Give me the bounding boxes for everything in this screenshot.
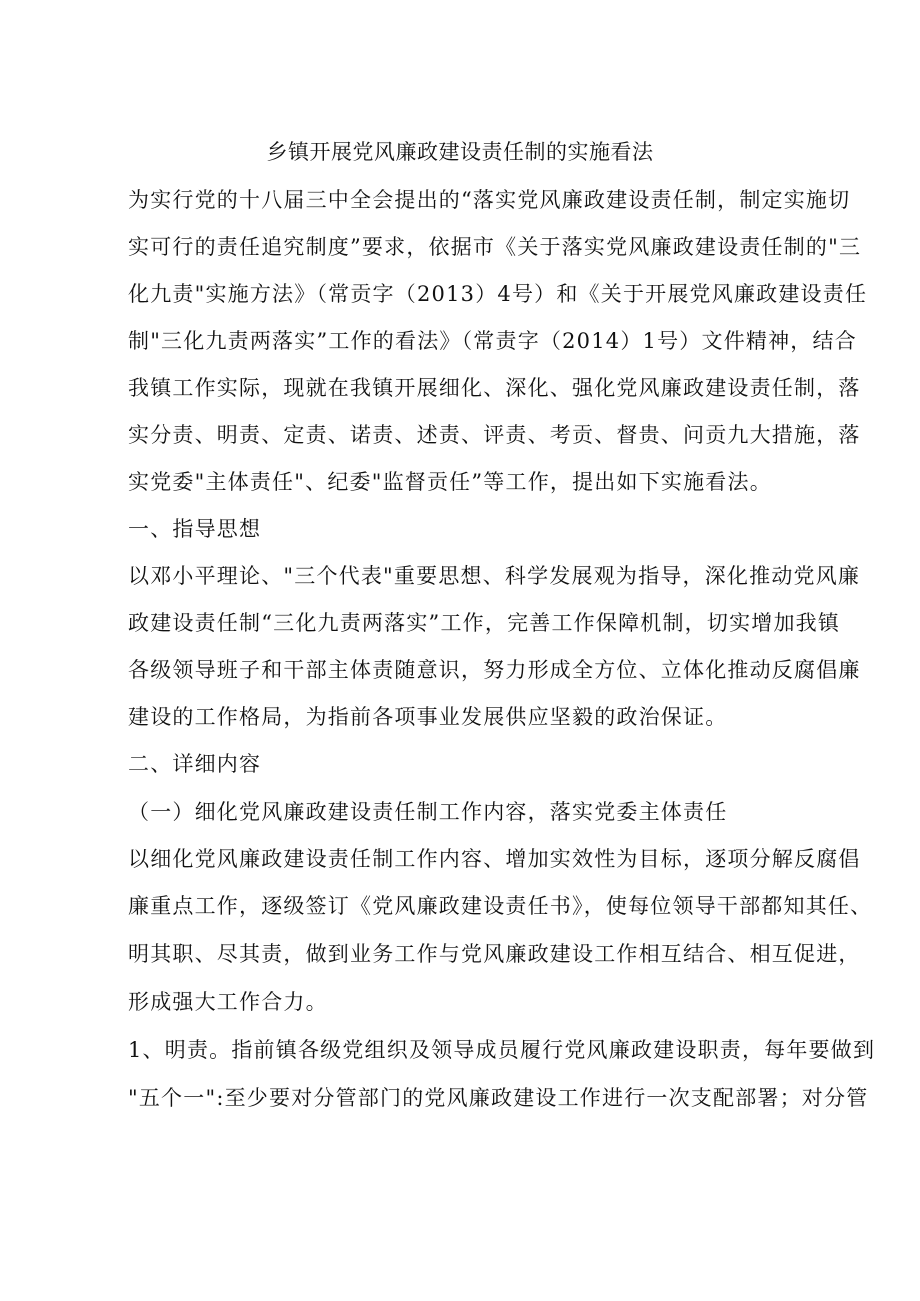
paragraph-line: 建设的工作格局，为指前各项事业发展供应坚毅的政治保证。 [128,705,728,729]
document-title: 乡镇开展党风廉政建设责任制的实施看法 [266,140,654,164]
section-heading: 一、指导思想 [128,517,262,541]
subsection-heading: （一）细化党风廉政建设责任制工作内容，落实党委主体责任 [128,800,728,824]
paragraph-line: 形成强大工作合力。 [128,990,328,1014]
paragraph-line: 1、明责。指前镇各级党组织及领导成员履行党风廉政建设职责，每年要做到 [128,1038,876,1062]
section-heading: 二、详细内容 [128,752,262,776]
paragraph-line: 廉重点工作，逐级签订《党风廉政建设责任书》，使每位领导干部都知其任、 [128,894,873,918]
paragraph-line: 以邓小平理论、"三个代表"重要思想、科学发展观为指导，深化推动党风廉 [128,564,861,588]
paragraph-line: 我镇工作实际，现就在我镇开展细化、深化、强化党风廉政建设责任制，落 [128,376,861,400]
paragraph-line: 明其职、尽其责，做到业务工作与党风廉政建设工作相互结合、相互促进， [128,942,861,966]
paragraph-line: 化九责"实施方法》（常贡字（2013）4号）和《关于开展党风廉政建设责任 [128,282,868,306]
paragraph-line: 实分责、明责、定责、诺责、述责、评责、考贡、督贵、问贡九大措施，落 [128,423,861,447]
paragraph-line: 以细化党风廉政建设责任制工作内容、增加实效性为目标，逐项分解反腐倡 [128,847,861,871]
paragraph-line: 实党委"主体责任"、纪委"监督贡任”等工作，提出如下实施看法。 [128,470,772,494]
paragraph-line: 各级领导班子和干部主体责随意识，努力形成全方位、立体化推动反腐倡廉 [128,658,861,682]
paragraph-line: "五个一":至少要对分管部门的党风廉政建设工作进行一次支配部署；对分管 [128,1086,869,1110]
paragraph-line: 实可行的责任追究制度”要求，依据市《关于落实党风廉政建设责任制的"三 [128,235,862,259]
paragraph-line: 政建设责任制“三化九责两落实”工作，完善工作保障机制，切实增加我镇 [128,611,841,635]
paragraph-line: 制"三化九责两落实”工作的看法》（常责字（2014）1号）文件精神，结合 [128,329,857,353]
paragraph-line: 为实行党的十八届三中全会提出的“落实党风廉政建设责任制，制定实施切 [128,188,851,212]
